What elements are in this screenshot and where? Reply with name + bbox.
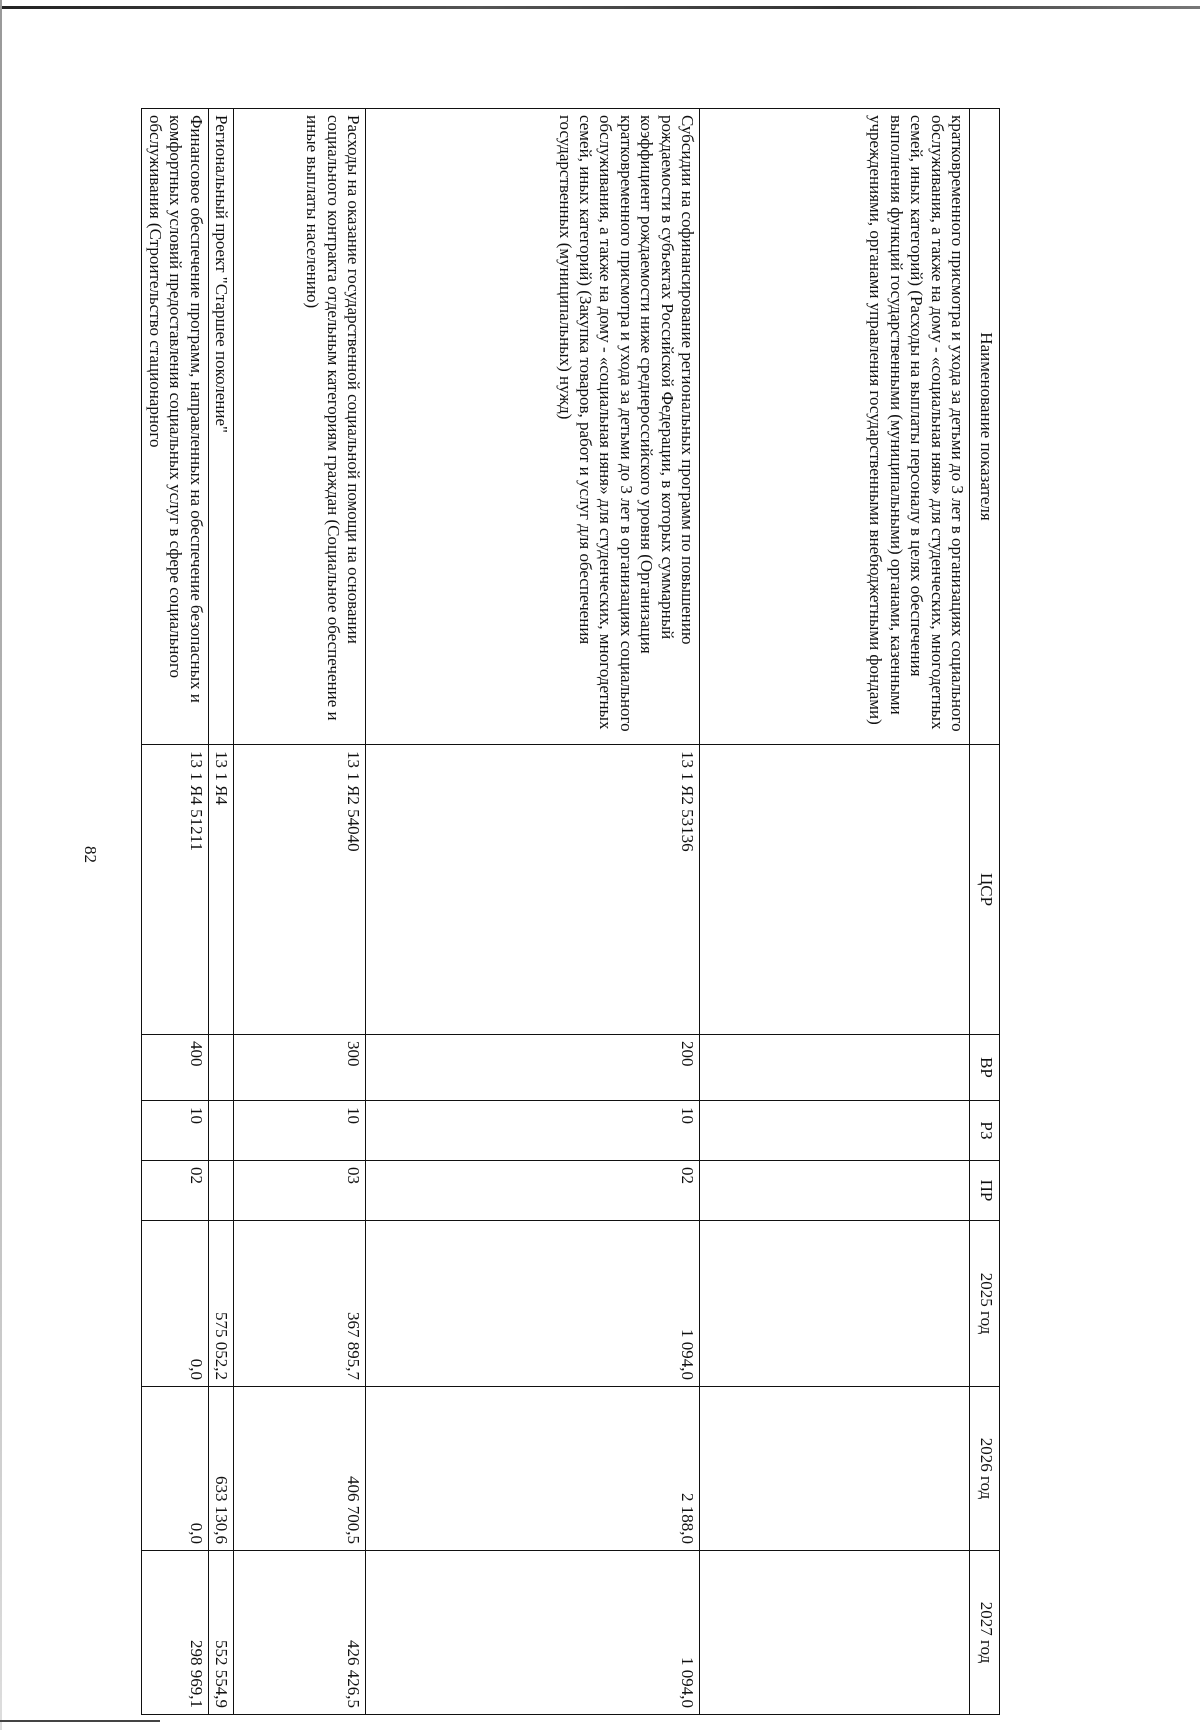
cell-rz <box>208 1101 233 1161</box>
cell-name: Субсидии на софинансирование региональных программ по повышению рождаемости в субъектах Российской Федерации, в которых суммарный коэффициент рождаемости ниже среднероссийского уровня (Организация кратковременного присмотра и ухода за детьми до 3 лет в организациях социального обслуживания, а также на дому - «социальная няня» для студенческих, многодетных семей, иных категорий) (Закупка товаров, работ и услуг для обеспечения государственных (муниципальных) нужд) <box>366 109 700 745</box>
table-row <box>366 109 700 1715</box>
table-header-row <box>970 109 1000 1715</box>
cell-vr: 300 <box>234 1035 366 1101</box>
cell-2025: 1 094,0 <box>366 1221 700 1387</box>
cell-name: Региональный проект "Старшее поколение" <box>208 109 233 745</box>
cell-pr <box>208 1161 233 1221</box>
header-2026: 2026 год <box>970 1387 1000 1551</box>
cell-2026 <box>700 1387 970 1551</box>
cell-csr: 13 1 Я4 <box>208 745 233 1035</box>
header-2027: 2027 год <box>970 1551 1000 1715</box>
scan-edge-top <box>0 6 1200 9</box>
cell-2025: 0,0 <box>142 1221 208 1387</box>
cell-csr: 13 1 Я2 53136 <box>366 745 700 1035</box>
cell-csr: 13 1 Я4 51211 <box>142 745 208 1035</box>
cell-2026: 633 130,6 <box>208 1387 233 1551</box>
cell-pr: 03 <box>234 1161 366 1221</box>
cell-vr <box>208 1035 233 1101</box>
table-row <box>142 109 208 1715</box>
page-number: 82 <box>81 846 100 863</box>
cell-rz: 10 <box>142 1101 208 1161</box>
cell-2026: 406 700,5 <box>234 1387 366 1551</box>
table-row <box>208 109 233 1715</box>
header-2025: 2025 год <box>970 1221 1000 1387</box>
rotated-table-container <box>145 108 1000 1714</box>
cell-name: Финансовое обеспечение программ, направленных на обеспечение безопасных и комфортных условий предоставления социальных услуг в сфере социального обслуживания (Строительство стационарного <box>142 109 208 745</box>
cell-csr <box>700 745 970 1035</box>
header-rz: РЗ <box>970 1101 1000 1161</box>
cell-2025 <box>700 1221 970 1387</box>
header-vr: ВР <box>970 1035 1000 1101</box>
cell-rz: 10 <box>234 1101 366 1161</box>
table-row <box>234 109 366 1715</box>
scan-edge-bottom <box>0 1720 160 1722</box>
cell-2027: 426 426,5 <box>234 1551 366 1715</box>
table-row <box>700 109 970 1715</box>
cell-2027: 1 094,0 <box>366 1551 700 1715</box>
header-name: Наименование показателя <box>970 109 1000 745</box>
header-csr: ЦСР <box>970 745 1000 1035</box>
cell-2027: 298 969,1 <box>142 1551 208 1715</box>
cell-name: Расходы на оказание государственной социальной помощи на основании социального контракта отдельным категориям граждан (Социальное обеспечение и иные выплаты населению) <box>234 109 366 745</box>
cell-vr <box>700 1035 970 1101</box>
cell-2026: 0,0 <box>142 1387 208 1551</box>
cell-rz: 10 <box>366 1101 700 1161</box>
scan-edge-left <box>0 0 2 1730</box>
cell-vr: 400 <box>142 1035 208 1101</box>
header-pr: ПР <box>970 1161 1000 1221</box>
cell-2027 <box>700 1551 970 1715</box>
cell-rz <box>700 1101 970 1161</box>
cell-2025: 367 895,7 <box>234 1221 366 1387</box>
cell-2027: 552 554,9 <box>208 1551 233 1715</box>
cell-pr: 02 <box>366 1161 700 1221</box>
cell-vr: 200 <box>366 1035 700 1101</box>
cell-name: кратковременного присмотра и ухода за детьми до 3 лет в организациях социального обслуживания, а также на дому - «социальная няня» для студенческих, многодетных семей, иных категорий) (Расходы на выплаты персоналу в целях обеспечения выполнения функций государственными (муниципальными) органами, казенными учреждениями, органами управления государственными внебюджетными фондами) <box>700 109 970 745</box>
cell-pr: 02 <box>142 1161 208 1221</box>
cell-pr <box>700 1161 970 1221</box>
budget-table <box>141 108 1000 1715</box>
cell-2025: 575 052,2 <box>208 1221 233 1387</box>
cell-2026: 2 188,0 <box>366 1387 700 1551</box>
cell-csr: 13 1 Я2 54040 <box>234 745 366 1035</box>
